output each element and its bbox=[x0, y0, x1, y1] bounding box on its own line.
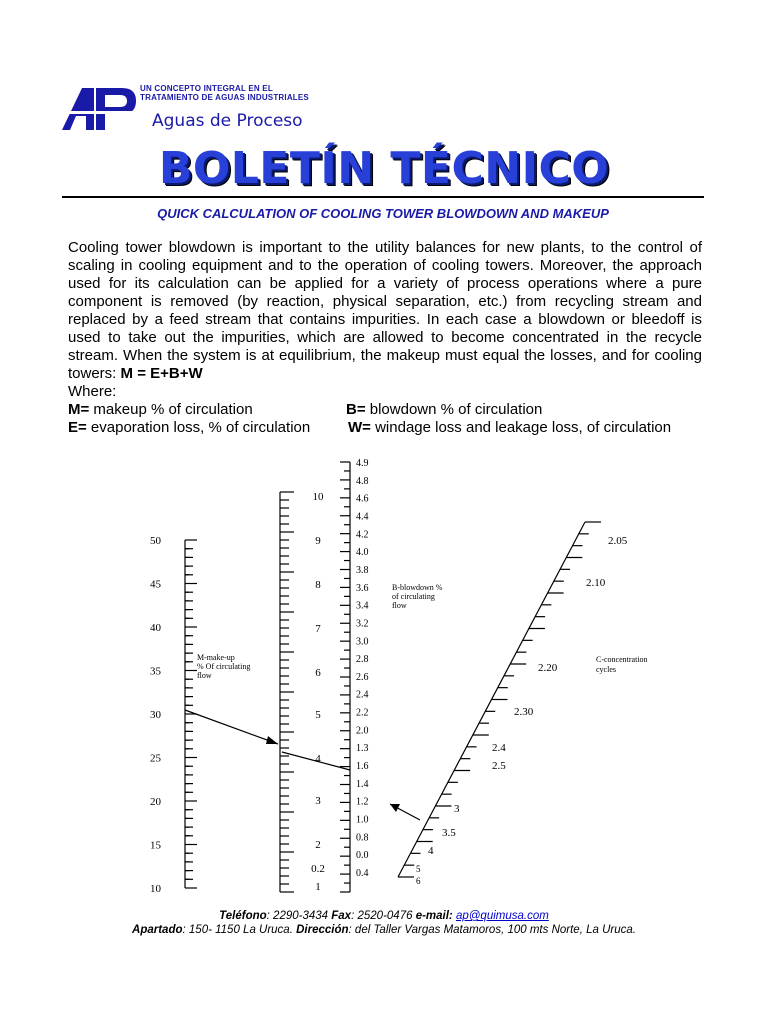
concentration-scale-label: 2.5 bbox=[492, 760, 506, 772]
makeup-scale-label: 30 bbox=[150, 709, 161, 721]
blowdown-scale-label: 3.8 bbox=[356, 564, 369, 576]
evaporation-scale-label: 1 bbox=[315, 881, 321, 893]
blowdown-scale-label: 0.8 bbox=[356, 832, 369, 844]
blowdown-scale-label: 4.9 bbox=[356, 458, 369, 469]
blowdown-scale-label: 4.4 bbox=[356, 511, 369, 523]
concentration-scale-label: 5 bbox=[416, 864, 421, 874]
evaporation-scale-label: 5 bbox=[315, 709, 321, 721]
blowdown-nomogram bbox=[130, 452, 690, 902]
blowdown-scale-label: 0.0 bbox=[356, 850, 369, 862]
evaporation-scale-label: 10 bbox=[312, 491, 324, 503]
blowdown-scale-label: 1.3 bbox=[356, 743, 369, 755]
blowdown-scale-title: flow bbox=[392, 601, 407, 610]
phone-label: Teléfono bbox=[219, 910, 267, 922]
concentration-scale-label: 2.30 bbox=[514, 706, 534, 718]
tagline-line-2: TRATAMIENTO DE AGUAS INDUSTRIALES bbox=[140, 93, 309, 102]
phone-number: : 2290-3434 bbox=[266, 910, 332, 922]
blowdown-scale-label: 4.6 bbox=[356, 493, 369, 505]
address-text: : del Taller Vargas Matamoros, 100 mts Norte, La Uruca. bbox=[348, 924, 636, 936]
blowdown-scale-label: 1.0 bbox=[356, 814, 369, 826]
fax-number: : 2520-0476 bbox=[351, 910, 416, 922]
makeup-scale-title: % Of circulating bbox=[197, 662, 251, 671]
makeup-scale-title: flow bbox=[197, 671, 212, 680]
blowdown-scale-label: 4.2 bbox=[356, 529, 369, 541]
blowdown-scale-title: of circulating bbox=[392, 592, 435, 601]
concentration-scale-title: cycles bbox=[596, 665, 616, 674]
evaporation-scale-label: 0.2 bbox=[311, 863, 325, 875]
makeup-scale-label: 10 bbox=[150, 883, 161, 895]
evaporation-scale-label: 3 bbox=[315, 795, 321, 807]
formula: M = E+B+W bbox=[120, 365, 203, 382]
evaporation-scale-label: 6 bbox=[315, 667, 321, 679]
definition-e: E= evaporation loss, % of circulation bbox=[68, 419, 311, 436]
fax-label: Fax bbox=[331, 910, 352, 922]
concentration-scale-label: 4 bbox=[428, 845, 434, 857]
evaporation-scale-label: 4 bbox=[315, 753, 321, 765]
makeup-scale-label: 35 bbox=[150, 665, 161, 678]
concentration-scale-label: 3 bbox=[454, 803, 460, 815]
blowdown-scale-label: 2.6 bbox=[356, 671, 369, 683]
makeup-scale-label: 20 bbox=[150, 796, 161, 808]
po-box: : 150- 1150 La Uruca. bbox=[182, 924, 297, 936]
concentration-scale-label: 2.20 bbox=[538, 662, 558, 674]
paragraph-text: Cooling tower blowdown is important to the utility balances for new plants, to the control of scaling in cooling equipment and to the operation of cooling towers. Moreover, the approach used for its calculation can be applied for a variety of process operations where a pure component is removed (by reaction, physical separation, etc.) from recycling stream and replaced by a feed stream that contains impurities. In each case a blowdown or bleedoff is used to take out the impurities, which are allowed to become concentrated in the recycle stream. When the system is at equilibrium, the makeup must equal the losses, and for cooling towers: bbox=[68, 239, 702, 382]
where-label: Where: bbox=[68, 383, 117, 400]
concentration-scale-title: C-concentration bbox=[596, 655, 648, 664]
blowdown-scale-label: 1.2 bbox=[356, 796, 369, 808]
blowdown-scale-label: 2.2 bbox=[356, 707, 369, 719]
blowdown-scale-label: 2.0 bbox=[356, 725, 369, 737]
definition-w: W= windage loss and leakage loss, of circulation bbox=[348, 419, 672, 436]
blowdown-scale-title: B-blowdown % bbox=[392, 583, 443, 592]
company-logo bbox=[60, 82, 140, 134]
address-line bbox=[0, 924, 768, 936]
makeup-scale-label: 15 bbox=[150, 839, 161, 852]
evaporation-scale-label: 9 bbox=[315, 535, 321, 547]
blowdown-scale-label: 1.4 bbox=[356, 778, 369, 790]
contact-line bbox=[0, 910, 768, 922]
blowdown-scale-label: 4.8 bbox=[356, 475, 369, 487]
makeup-scale-label: 40 bbox=[150, 622, 161, 634]
concentration-scale-label: 2.4 bbox=[492, 742, 506, 754]
address-label: Dirección bbox=[296, 924, 349, 936]
makeup-scale-label: 45 bbox=[150, 578, 161, 591]
blowdown-scale-label: 3.4 bbox=[356, 600, 369, 612]
blowdown-scale-label: 3.6 bbox=[356, 582, 369, 594]
makeup-scale-title: M-make-up bbox=[197, 653, 235, 662]
blowdown-scale-label: 0.4 bbox=[356, 868, 369, 879]
concentration-scale-label: 6 bbox=[416, 876, 421, 886]
makeup-scale-label: 25 bbox=[150, 752, 161, 765]
evaporation-scale-label: 8 bbox=[315, 579, 321, 591]
po-label: Apartado bbox=[132, 924, 183, 936]
logo-tagline bbox=[140, 84, 309, 102]
concentration-scale-label: 3.5 bbox=[442, 827, 456, 839]
evaporation-scale-label: 2 bbox=[315, 839, 321, 851]
example-arrow-1 bbox=[266, 736, 278, 744]
evaporation-scale-label: 7 bbox=[315, 623, 321, 635]
makeup-scale-label: 50 bbox=[150, 535, 161, 547]
blowdown-scale-label: 4.0 bbox=[356, 547, 369, 559]
example-line-1 bbox=[185, 710, 278, 744]
blowdown-scale-label: 1.6 bbox=[356, 761, 369, 773]
blowdown-scale-label: 3.2 bbox=[356, 618, 369, 630]
email-label: e-mail: bbox=[415, 910, 453, 922]
definition-m: M= makeup % of circulation bbox=[68, 401, 253, 418]
page-title: BOLETÍN TÉCNICO bbox=[158, 143, 610, 194]
tagline-line-1: UN CONCEPTO INTEGRAL EN EL bbox=[140, 84, 273, 93]
page-subtitle: QUICK CALCULATION OF COOLING TOWER BLOWDOWN AND MAKEUP bbox=[157, 206, 609, 221]
blowdown-scale-label: 2.4 bbox=[356, 689, 369, 701]
concentration-scale-label: 2.10 bbox=[586, 577, 606, 589]
blowdown-scale-label: 2.8 bbox=[356, 654, 369, 666]
definition-b: B= blowdown % of circulation bbox=[346, 401, 543, 418]
concentration-scale-label: 2.05 bbox=[608, 535, 628, 547]
email-link[interactable]: ap@quimusa.com bbox=[455, 910, 549, 922]
intro-paragraph bbox=[68, 239, 702, 383]
blowdown-scale-label: 3.0 bbox=[356, 636, 369, 648]
title-divider bbox=[62, 196, 704, 198]
brand-name: Aguas de Proceso bbox=[152, 111, 303, 131]
